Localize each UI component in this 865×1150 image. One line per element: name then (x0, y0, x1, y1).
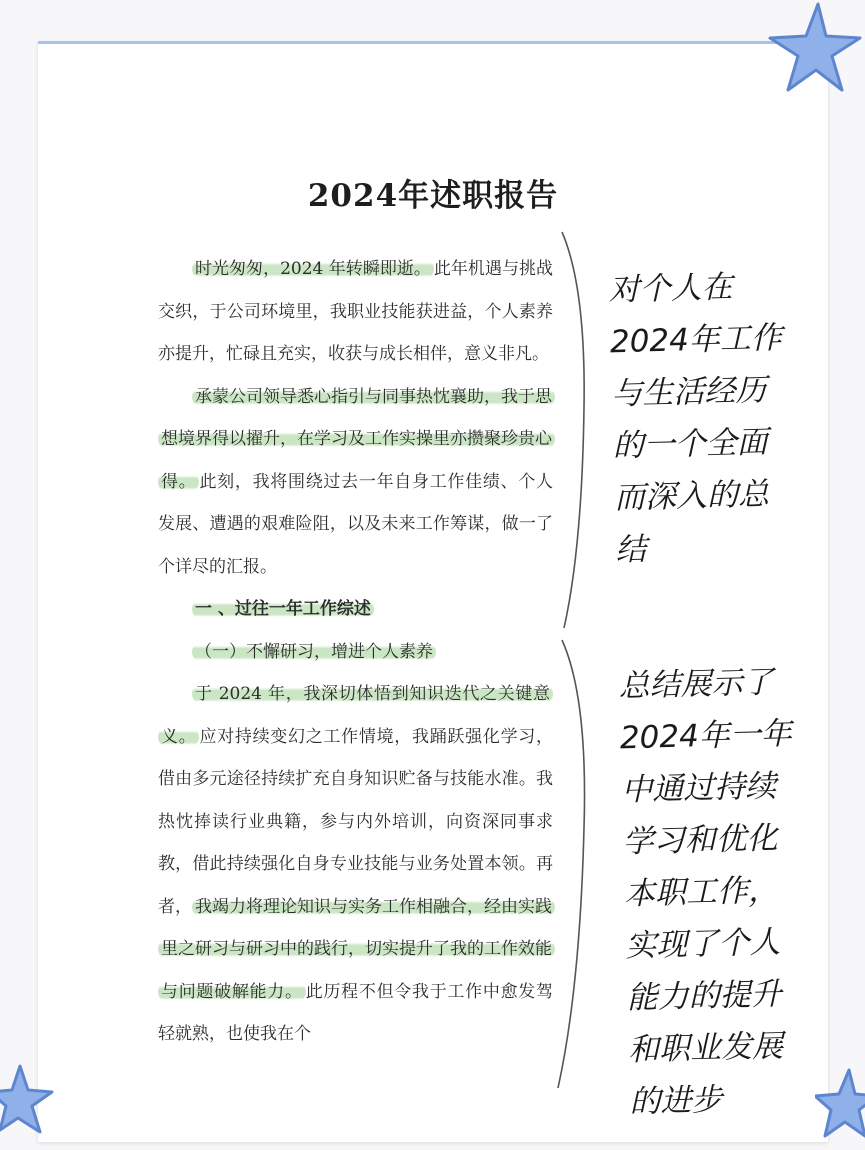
note-line: 2024年一年 (619, 715, 793, 757)
highlighted-text: 承蒙公司领导悉心指引与同事热忱襄助，我于思想境界得以擢升，在学习及工作实操里亦攒聚珍贵心得。 (158, 387, 555, 492)
note-line: 而深入的总 (613, 476, 770, 517)
paper-top-edge (38, 41, 828, 44)
note-line: 实现了个人 (624, 924, 781, 965)
note-line: 中通过持续 (620, 768, 777, 809)
handwritten-note-2 (618, 656, 805, 1128)
note-line: 本职工作， (623, 872, 780, 913)
paragraph-3 (158, 673, 553, 1056)
highlighted-text: 一 、过往一年工作综述 (192, 599, 374, 619)
star-bottom-left-icon (0, 1062, 60, 1142)
sub-heading (158, 631, 553, 674)
paragraph-1 (158, 248, 553, 376)
paragraph-2 (158, 376, 553, 589)
paragraph-text: 此年机遇与挑战交织，于公司环境里，我职业技能获进益，个人素养亦提升，忙碌且充实，收获与成长相伴，意义非凡。 (158, 259, 553, 364)
note-line: 的进步 (629, 1081, 723, 1121)
highlighted-text: 于 2024 年，我深切体悟到知识迭代之关键意义。 (158, 684, 553, 747)
highlighted-text: 我竭力将理论知识与实务工作相融合，经由实践里之研习与研习中的践行，切实提升了我的工作效能与问题破解能力。 (158, 897, 555, 1002)
note-line: 学习和优化 (622, 820, 779, 861)
paragraph-text: 应对持续变幻之工作情境，我踊跃强化学习，借由多元途径持续扩充自身知识贮备与技能水准。我热忱捧读行业典籍，参与内外培训，向资深同事求教，借此持续强化自身专业技能与业务处置本领。再者， (158, 726, 554, 917)
note-line: 能力的提升 (626, 976, 783, 1017)
highlighted-text: 时光匆匆，2024 年转瞬即逝。 (192, 259, 434, 279)
star-bottom-right-icon (815, 1066, 865, 1146)
section-heading (158, 588, 553, 631)
highlighted-text: （一）不懈研习，增进个人素养 (192, 642, 436, 662)
paragraph-text: 此历程不但令我于工作中愈发驾轻就熟，也使我在个 (158, 981, 554, 1044)
star-top-right-icon (760, 0, 865, 110)
document-title: 2024年述职报告 (307, 178, 559, 214)
note-line: 和职业发展 (627, 1028, 784, 1069)
handwritten-note-1 (608, 260, 791, 576)
annotation-brackets (548, 228, 598, 1098)
document-body (158, 248, 553, 1056)
note-line: 对个人在 (608, 269, 734, 309)
note-line: 总结展示了 (618, 664, 775, 705)
paragraph-text: 此刻，我将围绕过去一年自身工作佳绩、个人发展、遭遇的艰难险阻，以及未来工作筹谋，做一了个详尽的汇报。 (158, 471, 554, 577)
note-line: 的一个全面 (612, 424, 769, 465)
note-line: 2024年工作 (609, 319, 783, 361)
note-line: 结 (614, 531, 647, 569)
note-line: 与生活经历 (610, 372, 767, 413)
